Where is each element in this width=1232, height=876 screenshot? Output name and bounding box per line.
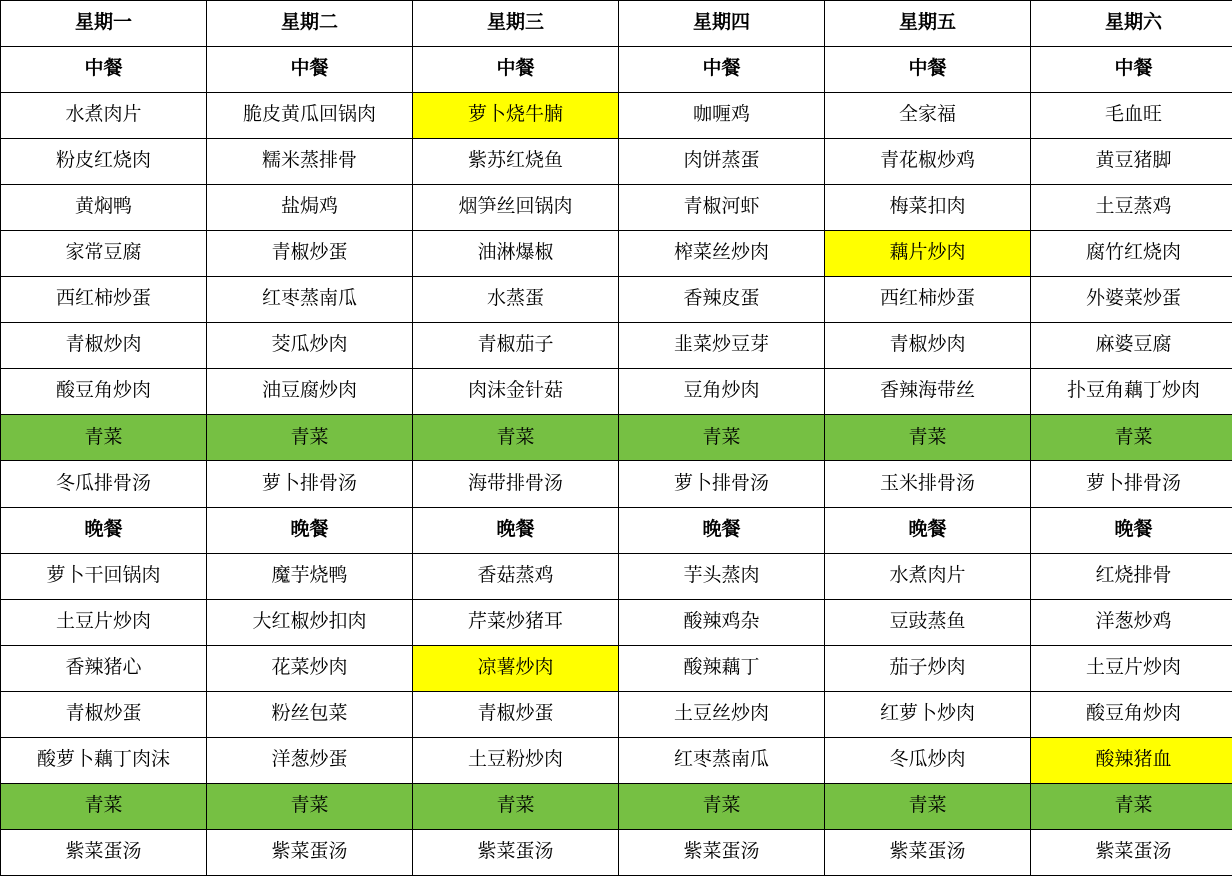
dish-label: 紫菜蛋汤 [889,840,966,862]
dish-label: 青椒炒肉 [889,334,966,356]
day-header-label: 星期四 [692,12,750,34]
soup-cell [413,829,619,875]
day-header-label: 星期一 [74,12,132,34]
lunch-label-cell [1,47,207,93]
dish-label: 青椒炒蛋 [271,242,348,264]
dish-label: 盐焗鸡 [280,196,338,218]
dish-label: 全家福 [898,104,956,126]
dish-label: 青菜 [84,426,123,448]
dish-cell [413,369,619,415]
dish-cell-highlighted [1031,737,1232,783]
dish-label: 藕片炒肉 [889,242,966,264]
day-header-label: 星期二 [280,12,338,34]
day-header-cell [825,1,1031,47]
dish-label: 紫苏红烧鱼 [467,150,563,172]
meal-label: 晚餐 [496,518,535,540]
dish-cell [413,323,619,369]
dinner-label-cell [825,507,1031,553]
dish-label: 青菜 [290,426,329,448]
dish-cell [1031,369,1232,415]
dish-label: 红烧排骨 [1095,564,1172,586]
dish-cell [207,369,413,415]
dish-cell-highlighted [413,645,619,691]
dish-cell [413,691,619,737]
dish-cell [619,737,825,783]
dish-label: 茭瓜炒肉 [271,334,348,356]
dish-label: 糯米蒸排骨 [261,150,357,172]
dish-label: 凉薯炒肉 [477,656,554,678]
dish-cell [207,139,413,185]
dish-cell [619,691,825,737]
vegetable-cell [619,783,825,829]
vegetable-cell [825,783,1031,829]
dish-cell [1,599,207,645]
dish-label: 萝卜烧牛腩 [467,104,563,126]
dish-cell [1031,691,1232,737]
dish-label: 豆角炒肉 [683,380,760,402]
vegetable-cell [1,415,207,461]
dish-label: 洋葱炒蛋 [271,748,348,770]
meal-label: 晚餐 [290,518,329,540]
vegetable-cell [207,415,413,461]
dish-label: 青菜 [1114,794,1153,816]
dish-label: 青菜 [908,426,947,448]
vegetable-cell [1031,783,1232,829]
soup-row [1,829,1232,875]
soup-cell [1,461,207,507]
dish-cell [1031,139,1232,185]
dish-label: 紫菜蛋汤 [271,840,348,862]
dish-label: 水煮肉片 [889,564,966,586]
dish-label: 萝卜排骨汤 [673,472,769,494]
lunch-label-cell [619,47,825,93]
dish-label: 水蒸蛋 [486,288,544,310]
dish-label: 青菜 [908,794,947,816]
dish-cell [619,93,825,139]
vegetable-row [1,415,1232,461]
vegetable-cell [413,783,619,829]
dish-cell [207,691,413,737]
dish-cell [413,277,619,323]
meal-label: 中餐 [908,58,947,80]
dish-cell [207,323,413,369]
soup-cell [413,461,619,507]
day-header-label: 星期六 [1104,12,1162,34]
table-row [1,369,1232,415]
dish-cell [413,139,619,185]
dish-label: 芹菜炒猪耳 [467,610,563,632]
dish-label: 香辣猪心 [65,656,142,678]
dish-label: 酸萝卜藕丁肉沫 [36,748,170,770]
dish-cell [1,139,207,185]
vegetable-cell [207,783,413,829]
dish-label: 咖喱鸡 [692,104,750,126]
lunch-label-row [1,47,1232,93]
day-header-label: 星期三 [486,12,544,34]
dish-label: 红枣蒸南瓜 [673,748,769,770]
dish-label: 土豆片炒肉 [1085,656,1181,678]
dish-label: 青椒炒肉 [65,334,142,356]
dinner-label-cell [207,507,413,553]
dish-cell [207,553,413,599]
dish-label: 油豆腐炒肉 [261,380,357,402]
meal-label: 中餐 [84,58,123,80]
dish-cell [1,185,207,231]
dish-cell [619,599,825,645]
dish-label: 紫菜蛋汤 [683,840,760,862]
dish-cell [1,369,207,415]
dish-label: 魔芋烧鸭 [271,564,348,586]
dish-label: 冬瓜炒肉 [889,748,966,770]
dish-label: 玉米排骨汤 [879,472,975,494]
dish-label: 土豆粉炒肉 [467,748,563,770]
dish-cell [1031,553,1232,599]
dish-label: 大红椒炒扣肉 [252,610,367,632]
dish-cell [825,185,1031,231]
dish-label: 扑豆角藕丁炒肉 [1066,380,1200,402]
dish-cell [207,737,413,783]
dish-label: 青菜 [496,794,535,816]
meal-label: 中餐 [496,58,535,80]
dish-label: 萝卜排骨汤 [261,472,357,494]
dish-label: 酸辣猪血 [1095,748,1172,770]
dish-cell [1,93,207,139]
dish-label: 红萝卜炒肉 [879,702,975,724]
dish-label: 青菜 [84,794,123,816]
table-row [1,93,1232,139]
table-row [1,277,1232,323]
dish-cell-highlighted [413,93,619,139]
meal-label: 晚餐 [908,518,947,540]
dish-label: 毛血旺 [1104,104,1162,126]
dish-cell [619,645,825,691]
dish-label: 麻婆豆腐 [1095,334,1172,356]
meal-label: 晚餐 [84,518,123,540]
table-row [1,185,1232,231]
dish-label: 青菜 [702,794,741,816]
day-header-cell [413,1,619,47]
dish-label: 酸辣藕丁 [683,656,760,678]
dish-label: 青菜 [496,426,535,448]
vegetable-cell [619,415,825,461]
dish-label: 洋葱炒鸡 [1095,610,1172,632]
dish-label: 青椒炒蛋 [65,702,142,724]
dish-cell [825,691,1031,737]
dish-label: 萝卜排骨汤 [1085,472,1181,494]
dish-label: 黄焖鸭 [74,196,132,218]
dish-cell [619,369,825,415]
dish-cell [1031,93,1232,139]
lunch-label-cell [207,47,413,93]
dish-cell [825,553,1031,599]
dish-label: 榨菜丝炒肉 [673,242,769,264]
dish-label: 肉沫金针菇 [467,380,563,402]
dish-cell [825,139,1031,185]
dinner-label-cell [1031,507,1232,553]
dish-label: 酸辣鸡杂 [683,610,760,632]
dish-label: 西红柿炒蛋 [879,288,975,310]
dish-label: 红枣蒸南瓜 [261,288,357,310]
dish-label: 肉饼蒸蛋 [683,150,760,172]
dinner-label-cell [619,507,825,553]
dish-cell [1031,185,1232,231]
dish-label: 梅菜扣肉 [889,196,966,218]
table-row [1,323,1232,369]
dish-label: 粉丝包菜 [271,702,348,724]
dish-cell [619,323,825,369]
dish-label: 香辣皮蛋 [683,288,760,310]
dish-label: 香菇蒸鸡 [477,564,554,586]
dish-label: 青菜 [290,794,329,816]
dish-cell [825,93,1031,139]
dish-label: 紫菜蛋汤 [477,840,554,862]
dish-cell [1031,645,1232,691]
meal-label: 中餐 [702,58,741,80]
menu-table-body [1,1,1232,876]
day-header-cell [619,1,825,47]
lunch-label-cell [1031,47,1232,93]
soup-cell [619,461,825,507]
lunch-label-cell [413,47,619,93]
dish-cell [207,185,413,231]
table-row [1,553,1232,599]
dish-cell [619,139,825,185]
dish-label: 海带排骨汤 [467,472,563,494]
dish-cell [413,599,619,645]
dish-label: 黄豆猪脚 [1095,150,1172,172]
dish-label: 花菜炒肉 [271,656,348,678]
dish-cell [825,599,1031,645]
dish-label: 粉皮红烧肉 [55,150,151,172]
dish-cell [1031,231,1232,277]
dish-label: 青椒河虾 [683,196,760,218]
dish-cell [207,645,413,691]
vegetable-cell [1031,415,1232,461]
dish-label: 豆豉蒸鱼 [889,610,966,632]
dish-cell [1031,277,1232,323]
dish-cell [619,553,825,599]
dish-cell [1,553,207,599]
table-row [1,737,1232,783]
table-row [1,231,1232,277]
dish-label: 香辣海带丝 [879,380,975,402]
day-header-cell [1,1,207,47]
dish-cell [1031,599,1232,645]
table-row [1,645,1232,691]
dish-cell [1,323,207,369]
dish-cell [413,231,619,277]
vegetable-cell [825,415,1031,461]
dish-label: 土豆蒸鸡 [1095,196,1172,218]
lunch-label-cell [825,47,1031,93]
dish-cell [207,93,413,139]
dish-label: 青椒炒蛋 [477,702,554,724]
dish-cell [1,231,207,277]
dish-cell [825,277,1031,323]
meal-label: 中餐 [1114,58,1153,80]
dish-label: 茄子炒肉 [889,656,966,678]
dish-label: 酸豆角炒肉 [55,380,151,402]
meal-label: 中餐 [290,58,329,80]
table-row [1,139,1232,185]
dish-cell [825,645,1031,691]
vegetable-row [1,783,1232,829]
dish-label: 酸豆角炒肉 [1085,702,1181,724]
dish-cell [413,737,619,783]
dinner-label-row [1,507,1232,553]
meal-label: 晚餐 [702,518,741,540]
soup-cell [825,461,1031,507]
soup-cell [1031,461,1232,507]
dish-cell [619,231,825,277]
dish-cell [825,369,1031,415]
dish-label: 水煮肉片 [65,104,142,126]
dish-cell [207,277,413,323]
dish-cell [413,185,619,231]
dish-label: 外婆菜炒蛋 [1085,288,1181,310]
dish-label: 紫菜蛋汤 [1095,840,1172,862]
soup-cell [619,829,825,875]
dish-cell [1031,323,1232,369]
dish-label: 土豆片炒肉 [55,610,151,632]
dish-cell [619,277,825,323]
dish-label: 萝卜干回锅肉 [46,564,161,586]
dish-label: 冬瓜排骨汤 [55,472,151,494]
dish-label: 西红柿炒蛋 [55,288,151,310]
dinner-label-cell [413,507,619,553]
dish-cell [1,277,207,323]
dish-cell [207,599,413,645]
dish-cell [619,185,825,231]
dish-cell [207,231,413,277]
soup-row [1,461,1232,507]
vegetable-cell [413,415,619,461]
soup-cell [1,829,207,875]
dish-label: 家常豆腐 [65,242,142,264]
dish-cell-highlighted [825,231,1031,277]
vegetable-cell [1,783,207,829]
day-header-label: 星期五 [898,12,956,34]
dish-label: 土豆丝炒肉 [673,702,769,724]
soup-cell [207,461,413,507]
dish-label: 油淋爆椒 [477,242,554,264]
dish-label: 紫菜蛋汤 [65,840,142,862]
dish-label: 烟笋丝回锅肉 [458,196,573,218]
dish-label: 芋头蒸肉 [683,564,760,586]
soup-cell [825,829,1031,875]
dish-label: 青菜 [1114,426,1153,448]
dish-cell [825,737,1031,783]
dish-cell [1,645,207,691]
dish-label: 青花椒炒鸡 [879,150,975,172]
soup-cell [207,829,413,875]
dish-label: 韭菜炒豆芽 [673,334,769,356]
dish-label: 青菜 [702,426,741,448]
dish-label: 腐竹红烧肉 [1085,242,1181,264]
dish-label: 青椒茄子 [477,334,554,356]
dish-cell [825,323,1031,369]
dinner-label-cell [1,507,207,553]
table-row [1,691,1232,737]
day-header-row [1,1,1232,47]
table-row [1,599,1232,645]
dish-label: 脆皮黄瓜回锅肉 [242,104,376,126]
day-header-cell [1031,1,1232,47]
dish-cell [1,737,207,783]
dish-cell [413,553,619,599]
day-header-cell [207,1,413,47]
meal-label: 晚餐 [1114,518,1153,540]
soup-cell [1031,829,1232,875]
dish-cell [1,691,207,737]
